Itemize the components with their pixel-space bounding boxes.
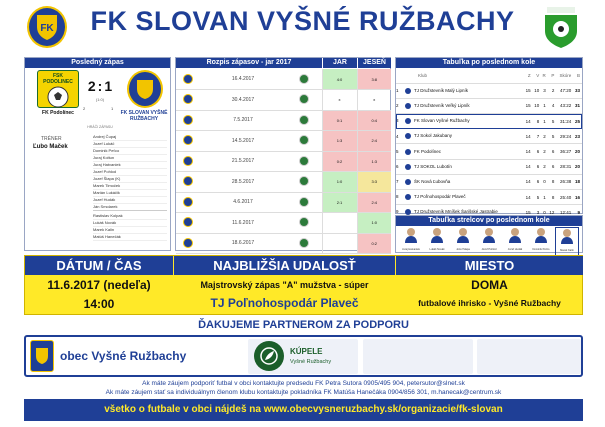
date-header: DÁTUM / ČAS (25, 256, 173, 275)
team-crest-icon (183, 217, 193, 227)
losses: 2 (548, 83, 557, 98)
home-crest-cell (176, 90, 200, 111)
goal-score: 26:38 (556, 174, 573, 189)
match-date: 14.5.2017 (200, 131, 286, 152)
position: 3 (396, 118, 399, 124)
scorers-panel (395, 215, 583, 253)
draws: 2 (541, 144, 547, 159)
club-crest-icon (405, 88, 411, 94)
match-date: 28.5.2017 (200, 172, 286, 193)
autumn-result: 1:0 (357, 213, 391, 234)
scorer-name: Dominik Peťco (532, 248, 550, 251)
schedule-table (176, 69, 391, 254)
club-name: TJ Poľnohospodár Plaveč (414, 194, 466, 200)
player-photo-icon (430, 227, 444, 243)
col-header: Skóre (556, 68, 573, 83)
spring-result: 1:3 (322, 131, 357, 152)
spring-result: 0:1 (322, 110, 357, 131)
points: 20 (573, 144, 582, 159)
contact-line-1: Ak máte záujem podporiť futbal v obci kontaktujte predsedu FK Petra Sutora 0905/495 904, petersutor@slnet.sk (142, 380, 465, 387)
list-item: Dominik Peťco (93, 148, 167, 155)
event-opponent: TJ Poľnohospodár Plaveč (210, 296, 359, 310)
spa-title: KÚPELE (290, 347, 323, 356)
home-crest-cell (176, 192, 200, 213)
team-crest-icon (183, 115, 193, 125)
partner-slot-empty (477, 339, 581, 374)
scorer-card (529, 227, 553, 256)
list-item: Ján Smolarek (93, 204, 167, 211)
club-crest-icon (405, 194, 411, 200)
club-name: TJ Družstevník Malý Lipník (414, 87, 469, 93)
losses: 6 (548, 144, 557, 159)
club-cell (396, 144, 524, 159)
village-crest (30, 340, 54, 372)
goal-score: 47:20 (556, 83, 573, 98)
football-association-icon (541, 5, 581, 49)
away-crest-cell (286, 90, 322, 111)
partner-spa (248, 339, 358, 374)
team-crest-icon (299, 238, 309, 248)
goal-score: 31:24 (556, 114, 573, 129)
table-row (176, 110, 391, 131)
wins: 8 (533, 114, 542, 129)
played: 15 (524, 98, 533, 113)
website-prefix: všetko o futbale v obci nájdeš na (104, 404, 264, 415)
standings-table (396, 68, 582, 220)
position: 5 (396, 148, 399, 154)
partner-village-name: obec Vyšné Ružbachy (60, 349, 187, 363)
autumn-result: 0:2 (357, 233, 391, 254)
played: 14 (524, 159, 533, 174)
spring-result (322, 213, 357, 234)
wins: 10 (533, 83, 542, 98)
spring-result: 2:1 (322, 192, 357, 213)
scorer-card (555, 227, 579, 256)
website-bar (24, 399, 583, 421)
col-header: Z (524, 68, 533, 83)
scorer-name: Lukáš Novák (429, 248, 445, 251)
player-photo-icon (482, 227, 496, 243)
team-crest-icon (183, 176, 193, 186)
player-photo-icon (560, 228, 574, 244)
scorer-card (503, 227, 527, 256)
team-crest-icon (299, 176, 309, 186)
regional-association-crest (540, 4, 582, 50)
wins: 3 (533, 205, 542, 220)
scorer-name: Jozef Šlapa (456, 248, 470, 251)
spring-result: 4:0 (322, 69, 357, 90)
match-date: 7.5.2017 (200, 110, 286, 131)
partners-title: ĎAKUJEME PARTNEROM ZA PODPORU (198, 319, 409, 331)
col-spring: JAR (322, 58, 357, 68)
home-crest-cell (176, 131, 200, 152)
wins: 10 (533, 98, 542, 113)
player-photo-icon (456, 227, 470, 243)
scorer-card (425, 227, 449, 256)
draws: 2 (541, 129, 547, 144)
wins: 6 (533, 159, 542, 174)
standings-title: Tabuľka po poslednom kole (396, 58, 582, 68)
table-row (396, 98, 582, 113)
club-crest-icon (405, 164, 411, 170)
losses: 4 (548, 98, 557, 113)
table-row (176, 69, 391, 90)
played: 14 (524, 174, 533, 189)
scorer-card (451, 227, 475, 256)
table-row (396, 83, 582, 98)
home-badge-text: FSK PODOLINEC (43, 73, 73, 85)
wins: 6 (533, 174, 542, 189)
leaf-icon (259, 346, 279, 366)
club-crest-icon (405, 179, 411, 185)
table-row (396, 159, 582, 174)
played: 14 (524, 114, 533, 129)
scorer-name: Juraj Hatvaniek (402, 248, 420, 251)
position: 8 (396, 194, 399, 200)
played: 14 (524, 144, 533, 159)
list-item: Jozef Hudák (93, 197, 167, 204)
list-item: Lukáš Novák (93, 220, 167, 227)
schedule-panel (175, 57, 391, 251)
played: 14 (524, 129, 533, 144)
draws: 0 (541, 174, 547, 189)
autumn-result: 2:4 (357, 131, 391, 152)
home-crest-cell (176, 151, 200, 172)
list-item: Marián Lukáčik (93, 190, 167, 197)
player-photo-icon (534, 227, 548, 243)
team-crest-icon (183, 197, 193, 207)
goals-away: 1 (111, 106, 114, 111)
list-item: Matúš Hanečák (93, 234, 167, 241)
next-event-panel (24, 255, 583, 315)
col-header: R (541, 68, 547, 83)
match-date: 16.4.2017 (200, 69, 286, 90)
table-row (396, 114, 582, 129)
home-team-badge (37, 70, 79, 108)
autumn-result: x (357, 90, 391, 111)
draws: 3 (541, 83, 547, 98)
goal-score: 25:40 (556, 190, 573, 205)
event-venue: futbalové ihrisko - Vyšné Ružbachy (418, 298, 561, 308)
score-home: 2 (87, 78, 96, 94)
goal-score: 29:24 (556, 129, 573, 144)
team-crest-icon (183, 135, 193, 145)
table-row (396, 129, 582, 144)
spring-result: 1:0 (322, 172, 357, 193)
draws: 0 (541, 205, 547, 220)
club-name: FK Slovan Vyšné Ružbachy (414, 118, 470, 124)
losses: 12 (548, 205, 557, 220)
players-list (93, 134, 167, 241)
autumn-result: 1:3 (357, 151, 391, 172)
away-crest-cell (286, 213, 322, 234)
list-item: Marek Kalin (93, 227, 167, 234)
list-item: Andrej Čupaj (93, 134, 167, 141)
event-place: DOMA (471, 278, 508, 292)
draws: 1 (541, 190, 547, 205)
website-link[interactable]: www.obecvysneruzbachy.sk/organizacie/fk-slovan (263, 404, 503, 415)
goal-score: 28:31 (556, 159, 573, 174)
away-team-crest (127, 70, 163, 108)
points: 23 (573, 129, 582, 144)
goal-score: 43:22 (556, 98, 573, 113)
scorer-name: Jozef Pohlod (481, 248, 497, 251)
points: 25 (573, 114, 582, 129)
away-crest-cell (286, 233, 322, 254)
partner-slot-empty (363, 339, 473, 374)
score (85, 78, 115, 94)
goal-score: 36:27 (556, 144, 573, 159)
away-crest-cell (286, 151, 322, 172)
draws: 1 (541, 114, 547, 129)
scorer-card (477, 227, 501, 256)
goals-home: 2 (83, 106, 86, 111)
list-item: Juraj Hatvaniek (93, 162, 167, 169)
autumn-result: 0:4 (357, 110, 391, 131)
club-crest-icon (405, 149, 411, 155)
autumn-result: 3:3 (357, 172, 391, 193)
points: 33 (573, 83, 582, 98)
autumn-result: 2:4 (357, 192, 391, 213)
goal-score: 12:41 (556, 205, 573, 220)
position: 2 (396, 103, 399, 109)
event-time: 14:00 (83, 297, 115, 311)
points: 9 (573, 205, 582, 220)
table-header-row (396, 68, 582, 83)
club-name: TJ Družstevník Mníšek Šarišské Jastrabie (414, 209, 498, 215)
points: 31 (573, 98, 582, 113)
list-item: Jozef Pohlod (93, 169, 167, 176)
losses: 8 (548, 174, 557, 189)
score-away: 1 (104, 78, 113, 94)
spring-result (322, 233, 357, 254)
coach-label: TRÉNER (41, 136, 62, 142)
match-date: 11.6.2017 (200, 213, 286, 234)
wins: 6 (533, 144, 542, 159)
home-crest-cell (176, 69, 200, 90)
table-row (176, 131, 391, 152)
played: 15 (524, 83, 533, 98)
table-row (176, 213, 391, 234)
position: 6 (396, 163, 399, 169)
team-crest-icon (299, 217, 309, 227)
svg-text:FK: FK (40, 23, 54, 34)
table-row (176, 172, 391, 193)
club-crest-icon (405, 103, 411, 109)
club-cell (396, 114, 524, 129)
losses: 6 (548, 159, 557, 174)
away-crest-cell (286, 192, 322, 213)
event-description: Majstrovský zápas "A" mužstva - súper (200, 280, 369, 290)
home-crest-cell (176, 172, 200, 193)
team-crest-icon (183, 94, 193, 104)
position: 1 (396, 87, 399, 93)
spring-result: 0:2 (322, 151, 357, 172)
event-date: 11.6.2017 (nedeľa) (47, 278, 151, 292)
team-crest-icon (299, 74, 309, 84)
half-time: (1:0) (95, 97, 105, 102)
home-crest-cell (176, 213, 200, 234)
schedule-title: Rozpis zápasov - jar 2017 (176, 58, 322, 68)
match-date: 18.6.2017 (200, 233, 286, 254)
club-cell (396, 98, 524, 113)
losses: 5 (548, 129, 557, 144)
col-autumn: JESEŇ (357, 58, 391, 68)
table-row (176, 90, 391, 111)
autumn-result: 3:8 (357, 69, 391, 90)
place-header: MIESTO (396, 256, 583, 275)
event-header: NAJBLIŽŠIA UDALOSŤ (174, 256, 395, 275)
spa-logo (254, 341, 284, 371)
football-icon (45, 85, 71, 109)
col-header: V (533, 68, 542, 83)
match-date: 30.4.2017 (200, 90, 286, 111)
played: 14 (524, 190, 533, 205)
list-item: Rastislav Kolpak (93, 213, 167, 220)
club-cell (396, 83, 524, 98)
club-name: TJ Družstevník Veľký Lipník (414, 103, 470, 109)
last-match-panel (24, 57, 171, 251)
spa-subtitle: Vyšné Ružbachy (290, 359, 332, 365)
club-name: TJ Sokol Jakubany (414, 133, 453, 139)
table-row (396, 174, 582, 189)
away-crest-cell (286, 131, 322, 152)
list-item: Marek Timoček (93, 183, 167, 190)
shield-icon (135, 78, 155, 100)
away-crest-cell (286, 172, 322, 193)
contact-line-2: Ak máte záujem stať sa individuálnym členom klubu kontaktujte pokladníka FK Matúša Hanečáka 0904/856 301, m.hanecak@centrum.sk (105, 389, 502, 396)
score-separator: : (97, 78, 103, 94)
match-date: 21.5.2017 (200, 151, 286, 172)
team-crest-icon (299, 135, 309, 145)
table-row (176, 151, 391, 172)
scorer-name: Marek Kalin (560, 249, 574, 252)
team-crest-icon (183, 238, 193, 248)
draws: 2 (541, 159, 547, 174)
scorer-card (399, 227, 423, 256)
away-crest-cell (286, 110, 322, 131)
table-row (396, 190, 582, 205)
played: 15 (524, 205, 533, 220)
away-crest-cell (286, 69, 322, 90)
col-header: B (573, 68, 582, 83)
points: 16 (573, 190, 582, 205)
losses: 8 (548, 190, 557, 205)
club-name: ŠK Nová Ľubovňa (414, 179, 451, 185)
away-team-name: FK SLOVAN VYŠNÉ RUŽBACHY (120, 110, 168, 122)
team-crest-icon (299, 115, 309, 125)
standings-panel (395, 57, 583, 214)
player-photo-icon (508, 227, 522, 243)
home-crest-cell (176, 233, 200, 254)
table-row (176, 233, 391, 254)
team-crest-icon (299, 94, 309, 104)
scorer-name: Jozef Hudák (507, 248, 523, 251)
coach-name: Ľubo Maček (33, 144, 68, 150)
club-cell (396, 129, 524, 144)
list-item: Jozef Šlapa (K) (93, 176, 167, 183)
table-row (176, 192, 391, 213)
scorers-list (396, 226, 582, 257)
club-name: TJ SOKOL Lubotín (414, 163, 452, 169)
losses: 5 (548, 114, 557, 129)
points: 20 (573, 159, 582, 174)
wins: 7 (533, 129, 542, 144)
fk-slovan-crest (27, 6, 67, 48)
club-cell (396, 174, 524, 189)
list-item: Juraj Koltun (93, 155, 167, 162)
list-item: Jozef Lukáč (93, 141, 167, 148)
club-cell (396, 159, 524, 174)
col-header: P (548, 68, 557, 83)
position: 7 (396, 179, 399, 185)
home-crest-cell (176, 110, 200, 131)
club-crest-icon (405, 118, 411, 124)
spring-result: x (322, 90, 357, 111)
team-crest-icon (299, 197, 309, 207)
players-label: HRÁČI ZÁPASU (87, 125, 113, 129)
home-team-name: FK Podolínec (42, 110, 74, 116)
club-cell (396, 190, 524, 205)
last-match-title: Posledný zápas (25, 58, 170, 68)
team-crest-icon (183, 74, 193, 84)
shield-icon (34, 13, 60, 41)
points: 18 (573, 174, 582, 189)
col-header: Klub (396, 68, 524, 83)
team-crest-icon (183, 156, 193, 166)
wins: 5 (533, 190, 542, 205)
table-row (396, 144, 582, 159)
page-title: FK SLOVAN VYŠNÉ RUŽBACHY (90, 6, 515, 36)
position: 4 (396, 133, 399, 139)
scorers-title: Tabuľka strelcov po poslednom kole (396, 216, 582, 226)
player-photo-icon (404, 227, 418, 243)
partners-panel (24, 335, 583, 377)
position: 9 (396, 209, 399, 215)
club-name: FK Podolínec (414, 148, 442, 154)
club-crest-icon (405, 133, 411, 139)
match-date: 4.6.2017 (200, 192, 286, 213)
coat-of-arms-icon (34, 346, 50, 366)
draws: 1 (541, 98, 547, 113)
team-crest-icon (299, 156, 309, 166)
